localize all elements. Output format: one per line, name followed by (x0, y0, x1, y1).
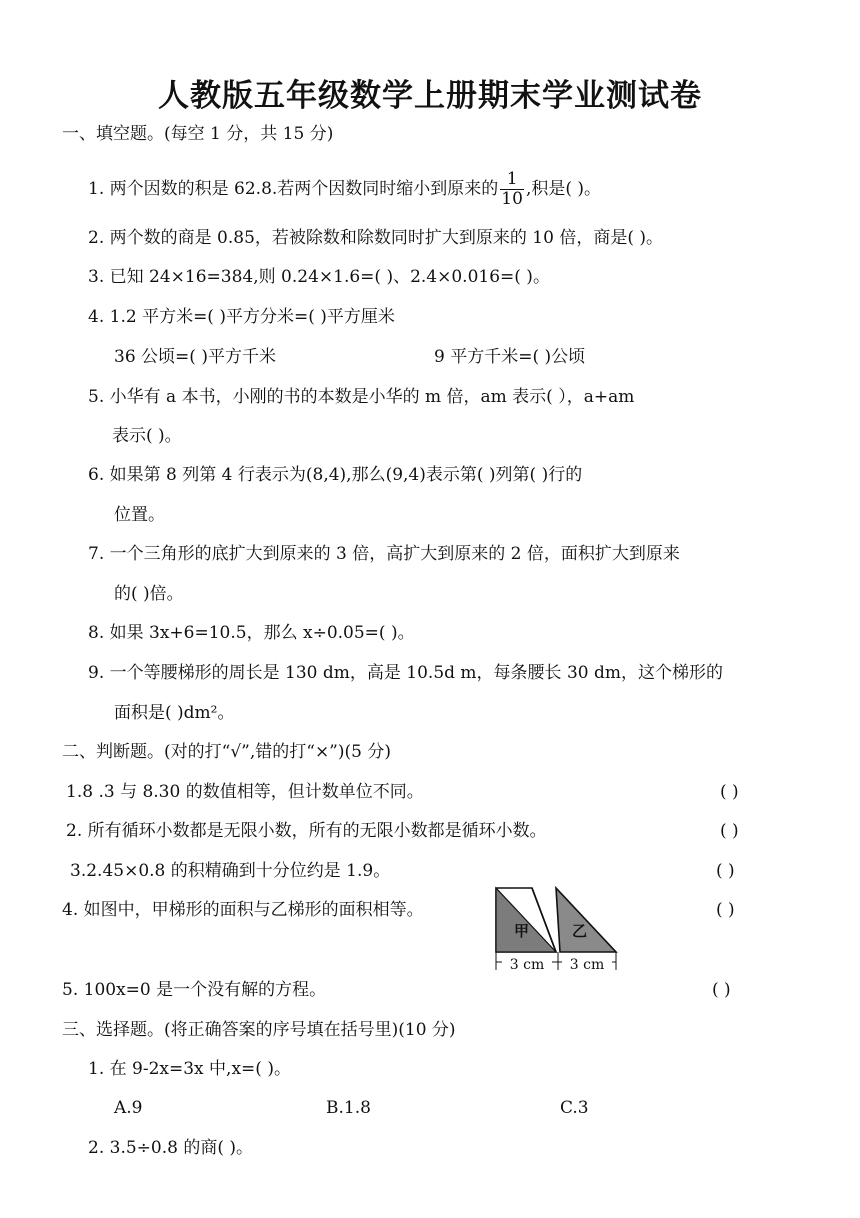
question-1-2: 2. 两个数的商是 0.85，若被除数和除数同时扩大到原来的 10 倍，商是( )。 (88, 228, 663, 248)
label-jia: 甲 (514, 922, 530, 940)
question-1-6a: 6. 如果第 8 列第 4 行表示为(8,4),那么(9,4)表示第( )列第( )行的 (88, 465, 583, 485)
question-text: ,积是( )。 (525, 179, 602, 199)
fraction-numerator: 1 (500, 170, 524, 190)
question-1-7a: 7. 一个三角形的底扩大到原来的 3 倍，高扩大到原来的 2 倍，面积扩大到原来 (88, 544, 680, 564)
judge-answer-1[interactable]: ( ) (720, 782, 739, 802)
judge-item-5: 5. 100x=0 是一个没有解的方程。 (62, 980, 327, 1000)
question-1-4b-1: 36 公顷=( )平方千米 (114, 347, 276, 367)
judge-item-2: 2. 所有循环小数都是无限小数，所有的无限小数都是循环小数。 (66, 821, 547, 841)
question-1-5a: 5. 小华有 a 本书，小刚的书的本数是小华的 m 倍，am 表示( ），a+am (88, 387, 635, 407)
question-text: 1. 两个因数的积是 62.8.若两个因数同时缩小到原来的 (88, 179, 499, 199)
judge-answer-3[interactable]: ( ) (716, 861, 735, 881)
choice-question-1: 1. 在 9-2x=3x 中,x=( )。 (88, 1059, 291, 1079)
dim-label-right: 3 cm (569, 957, 605, 973)
choice-question-2: 2. 3.5÷0.8 的商( )。 (88, 1138, 254, 1158)
choice-option-c[interactable]: C.3 (560, 1098, 589, 1118)
judge-item-3: 3.2.45×0.8 的积精确到十分位约是 1.9。 (70, 861, 391, 881)
question-1-6b: 位置。 (114, 505, 165, 525)
choice-option-a[interactable]: A.9 (114, 1098, 143, 1118)
question-1-3: 3. 已知 24×16=384,则 0.24×1.6=( )、2.4×0.016=( )。 (88, 267, 550, 287)
question-1-1 (88, 170, 601, 209)
question-1-4b-2: 9 平方千米=( )公顷 (434, 347, 586, 367)
question-1-9a: 9. 一个等腰梯形的周长是 130 dm，高是 10.5d m，每条腰长 30 dm，这个梯形的 (88, 663, 723, 683)
trapezoid-yi (556, 888, 616, 952)
judge-answer-2[interactable]: ( ) (720, 821, 739, 841)
question-1-8: 8. 如果 3x+6=10.5，那么 x÷0.05=( )。 (88, 623, 415, 643)
fraction (500, 170, 524, 209)
section3-heading: 三、选择题。(将正确答案的序号填在括号里)(10 分) (62, 1020, 456, 1040)
judge-item-4: 4. 如图中，甲梯形的面积与乙梯形的面积相等。 (62, 900, 424, 920)
choice-option-b[interactable]: B.1.8 (326, 1098, 371, 1118)
page-title: 人教版五年级数学上册期末学业测试卷 (158, 78, 702, 114)
section2-heading: 二、判断题。(对的打“√”,错的打“×”)(5 分) (62, 742, 391, 762)
question-1-7b: 的( )倍。 (114, 584, 184, 604)
section1-heading: 一、填空题。(每空 1 分，共 15 分) (62, 124, 334, 144)
judge-answer-5[interactable]: ( ) (712, 980, 731, 1000)
judge-answer-4[interactable]: ( ) (716, 900, 735, 920)
question-1-4a: 4. 1.2 平方米=( )平方分米=( )平方厘米 (88, 307, 395, 327)
dim-label-left: 3 cm (509, 957, 545, 973)
label-yi: 乙 (572, 922, 588, 940)
question-1-5b: 表示( )。 (112, 426, 182, 446)
judge-item-1: 1.8 .3 与 8.30 的数值相等，但计数单位不同。 (66, 782, 424, 802)
question-1-9b: 面积是( )dm²。 (114, 703, 235, 723)
fraction-denominator: 10 (501, 189, 523, 209)
trapezoid-figure (494, 886, 618, 982)
